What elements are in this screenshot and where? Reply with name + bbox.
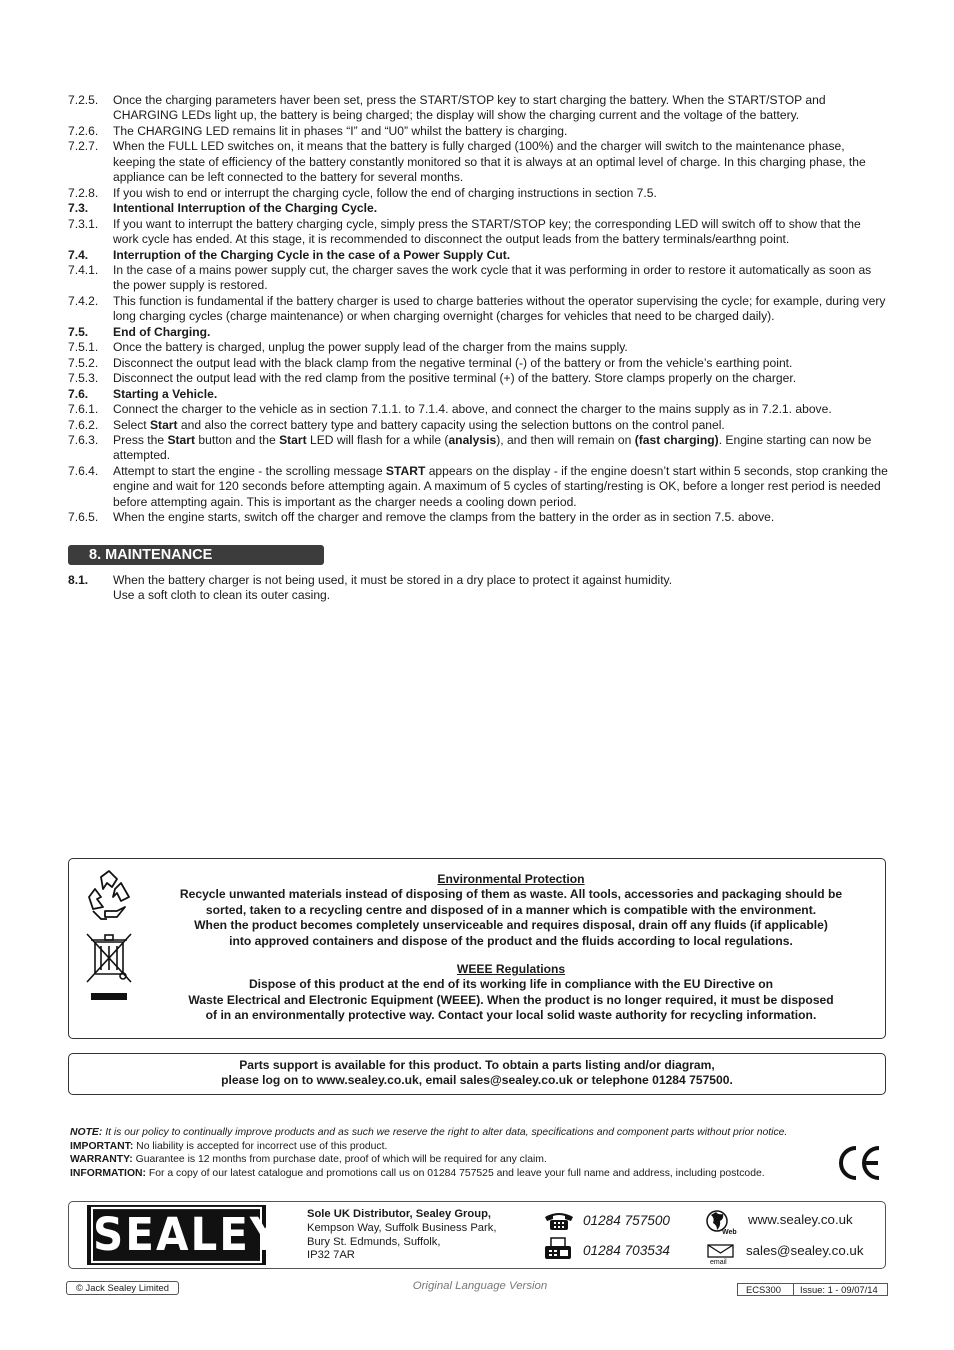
sealey-logo: SEALEY: [87, 1205, 266, 1265]
item-number: 7.5.: [68, 324, 89, 339]
address-line: IP32 7AR: [307, 1249, 355, 1262]
environmental-line: When the product becomes completely unserviceable and requires disposal, drain off any fluids (if applicable): [194, 918, 828, 933]
maintenance-item-number: 8.1.: [68, 573, 89, 587]
item-number: 7.5.1.: [68, 340, 99, 355]
instruction-row: [68, 217, 888, 248]
item-number: 7.5.2.: [68, 355, 99, 370]
parts-support-line: please log on to www.sealey.co.uk, email sales@sealey.co.uk or telephone 01284 757500.: [221, 1073, 733, 1088]
phone-number: 01284 757500: [583, 1213, 670, 1228]
item-text: End of Charging.: [113, 324, 211, 339]
item-text: Once the battery is charged, unplug the power supply lead of the charger from the mains supply.: [113, 340, 628, 355]
env-icons: [81, 867, 137, 1007]
weee-bin-icon: [81, 930, 137, 1002]
parts-support-line: Parts support is available for this product. To obtain a parts listing and/or diagram,: [239, 1058, 715, 1072]
item-number: 7.4.: [68, 247, 89, 262]
instruction-row: [68, 371, 888, 386]
instruction-row: [68, 294, 888, 325]
item-number: 7.6.5.: [68, 510, 99, 525]
warranty-line: WARRANTY: Guarantee is 12 months from purchase date, proof of which will be required for any claim.: [70, 1154, 547, 1166]
item-text: Interruption of the Charging Cycle in the case of a Power Supply Cut.: [113, 247, 511, 262]
item-number: 7.4.1.: [68, 262, 99, 277]
item-number: 7.6.3.: [68, 432, 99, 447]
instruction-row: [68, 93, 888, 124]
instruction-row: [68, 124, 888, 139]
distributor-name: Sole UK Distributor, Sealey Group,: [307, 1208, 492, 1220]
item-number: 7.3.: [68, 201, 89, 216]
section-heading-row: [68, 201, 888, 216]
item-text: Intentional Interruption of the Charging Cycle.: [113, 201, 378, 216]
instruction-row: [68, 510, 888, 525]
original-language-label: Original Language Version: [412, 1280, 548, 1292]
maintenance-line: When the battery charger is not being used, it must be stored in a dry place to protect it against humidity.: [113, 573, 673, 587]
telephone-icon: [543, 1209, 575, 1231]
item-text: Once the charging parameters haver been set, press the START/STOP key to start charging the battery. When the START/STOP and CHARGING LEDs light up, the battery is being charged; the display will show the charging current and the voltage of the battery.: [113, 93, 826, 123]
address-line: Kempson Way, Suffolk Business Park,: [307, 1221, 497, 1234]
section-heading-row: [68, 387, 888, 402]
notes-block: [70, 1126, 870, 1180]
item-number: 7.2.8.: [68, 185, 99, 200]
environmental-line: into approved containers and dispose of the product and the fluids according to local regulations.: [229, 933, 793, 948]
note-line: NOTE: It is our policy to continually improve products and as such we reserve the right to alter data, specifications and component parts without prior notice.: [70, 1127, 788, 1138]
instruction-row: [68, 263, 888, 294]
environmental-line: sorted, taken to a recycling centre and disposed of in a manner which is compatible with the environment.: [205, 902, 817, 917]
item-text: When the FULL LED switches on, it means that the battery is fully charged (100%) and the charger will switch to the maintenance phase, keeping the state of efficiency of the battery constantly monitored so that it is always at an optimal level of charge. In this charging phase, the appliance can be left connected to the battery for several months.: [113, 139, 866, 185]
environmental-text: [149, 872, 873, 1024]
item-text: When the engine starts, switch off the charger and remove the clamps from the battery in the order as in section 7.5. above.: [113, 510, 775, 525]
fax-number: 01284 703534: [583, 1243, 670, 1258]
item-text: The CHARGING LED remains lit in phases “I” and “U0” whilst the battery is charging.: [113, 123, 568, 138]
email-envelope-icon: [707, 1243, 735, 1265]
item-number: 7.6.4.: [68, 463, 99, 478]
item-text: Disconnect the output lead with the black clamp from the negative terminal (-) of the battery or from the vehicle’s earthing point.: [113, 355, 793, 370]
item-text: This function is fundamental if the battery charger is used to charge batteries without the operator supervising the cycle; for example, during very long charging cycles (charge maintenance) or when charging overnight (charges for vehicles that need to be charged daily).: [113, 293, 886, 324]
instruction-list: [68, 93, 888, 526]
item-number: 7.2.5.: [68, 93, 99, 107]
instruction-row: [68, 186, 888, 201]
item-number: 7.3.1.: [68, 216, 99, 231]
item-number: 7.6.: [68, 386, 89, 401]
item-text: Disconnect the output lead with the red clamp from the positive terminal (+) of the battery. Store clamps properly on the charger.: [113, 371, 797, 386]
environmental-line: Recycle unwanted materials instead of disposing of them as waste. All tools, accessories and packaging should be: [179, 887, 843, 902]
section-heading-row: [68, 325, 888, 340]
svg-text:email: email: [710, 1259, 727, 1265]
item-number: 7.2.6.: [68, 123, 99, 138]
item-number: 7.2.7.: [68, 139, 99, 154]
maintenance-item: [68, 573, 888, 604]
item-text: Attempt to start the engine - the scrolling message START appears on the display - if the engine doesn’t start within 5 seconds, stop cranking the engine and wait for 120 seconds before attempting again. A maximum of 5 cycles of starting/resting is OK, before a longer rest period is needed before attempting again. This is important as the charger needs a cooling down period.: [113, 463, 888, 509]
instruction-row: [68, 139, 888, 185]
ce-mark-icon: [836, 1143, 882, 1183]
email-link[interactable]: sales@sealey.co.uk: [746, 1243, 864, 1258]
maintenance-line: Use a soft cloth to clean its outer casing.: [113, 588, 331, 603]
information-line: INFORMATION: For a copy of our latest catalogue and promotions call us on 01284 757525 and leave your full name and address, including postcode.: [70, 1167, 765, 1179]
item-text: Starting a Vehicle.: [113, 386, 218, 401]
item-number: 7.5.3.: [68, 371, 99, 386]
section-heading-row: [68, 248, 888, 263]
item-text: If you want to interrupt the battery charging cycle, simply press the START/STOP key; the corresponding LED will switch off to show that the work cycle has ended. At this stage, it is recommended to disconnect the output leads from the battery terminals/earthng point.: [113, 216, 861, 247]
recycle-icon: [81, 867, 137, 923]
weee-line: Dispose of this product at the end of its working life in compliance with the EU Directive on: [248, 977, 774, 992]
instruction-row: [68, 418, 888, 433]
instruction-row: [68, 340, 888, 355]
svg-text:Web: Web: [722, 1229, 737, 1235]
instruction-row: [68, 464, 888, 510]
website-link[interactable]: www.sealey.co.uk: [748, 1212, 853, 1227]
fax-icon: [543, 1237, 573, 1261]
important-line: IMPORTANT: No liability is accepted for incorrect use of this product.: [70, 1140, 388, 1152]
item-text: Select Start and also the correct battery type and battery capacity using the selection buttons on the control panel.: [113, 417, 725, 432]
distributor-address: [307, 1208, 496, 1263]
weee-line: Waste Electrical and Electronic Equipment (WEEE). When the product is no longer required, it must be disposed: [188, 992, 834, 1007]
item-text: Connect the charger to the vehicle as in section 7.1.1. to 7.1.4. above, and connect the charger to the mains supply as in 7.2.1. above.: [113, 402, 832, 417]
copyright-label: © Jack Sealey Limited: [66, 1281, 179, 1295]
section-heading-maintenance: 8. MAINTENANCE: [68, 545, 324, 565]
weee-heading: WEEE Regulations: [456, 962, 566, 977]
item-text: Press the Start button and the Start LED will flash for a while (analysis), and then will remain on (fast charging). Engine starting can now be attempted.: [113, 432, 872, 463]
web-globe-icon: [705, 1209, 739, 1235]
instruction-row: [68, 356, 888, 371]
issue-box: [737, 1283, 888, 1296]
issue-date: Issue: 1 - 09/07/14: [800, 1284, 878, 1295]
item-number: 7.6.2.: [68, 417, 99, 432]
instruction-row: [68, 433, 888, 464]
footer-contact-box: [68, 1201, 886, 1269]
address-line: Bury St. Edmunds, Suffolk,: [307, 1235, 441, 1248]
environmental-heading: Environmental Protection: [437, 872, 585, 886]
instruction-row: [68, 402, 888, 417]
item-number: 7.4.2.: [68, 293, 99, 308]
environmental-protection-box: [68, 858, 886, 1039]
item-text: In the case of a mains power supply cut, the charger saves the work cycle that it was performing in order to restore it automatically as soon as the power supply is restored.: [113, 262, 872, 293]
item-text: If you wish to end or interrupt the charging cycle, follow the end of charging instructions in section 7.5.: [113, 185, 657, 200]
product-code: ECS300: [738, 1284, 794, 1295]
parts-support-box: [68, 1053, 886, 1095]
weee-line: of in an environmentally protective way. Contact your local solid waste authority for recycling information.: [205, 1008, 817, 1023]
item-number: 7.6.1.: [68, 402, 99, 417]
